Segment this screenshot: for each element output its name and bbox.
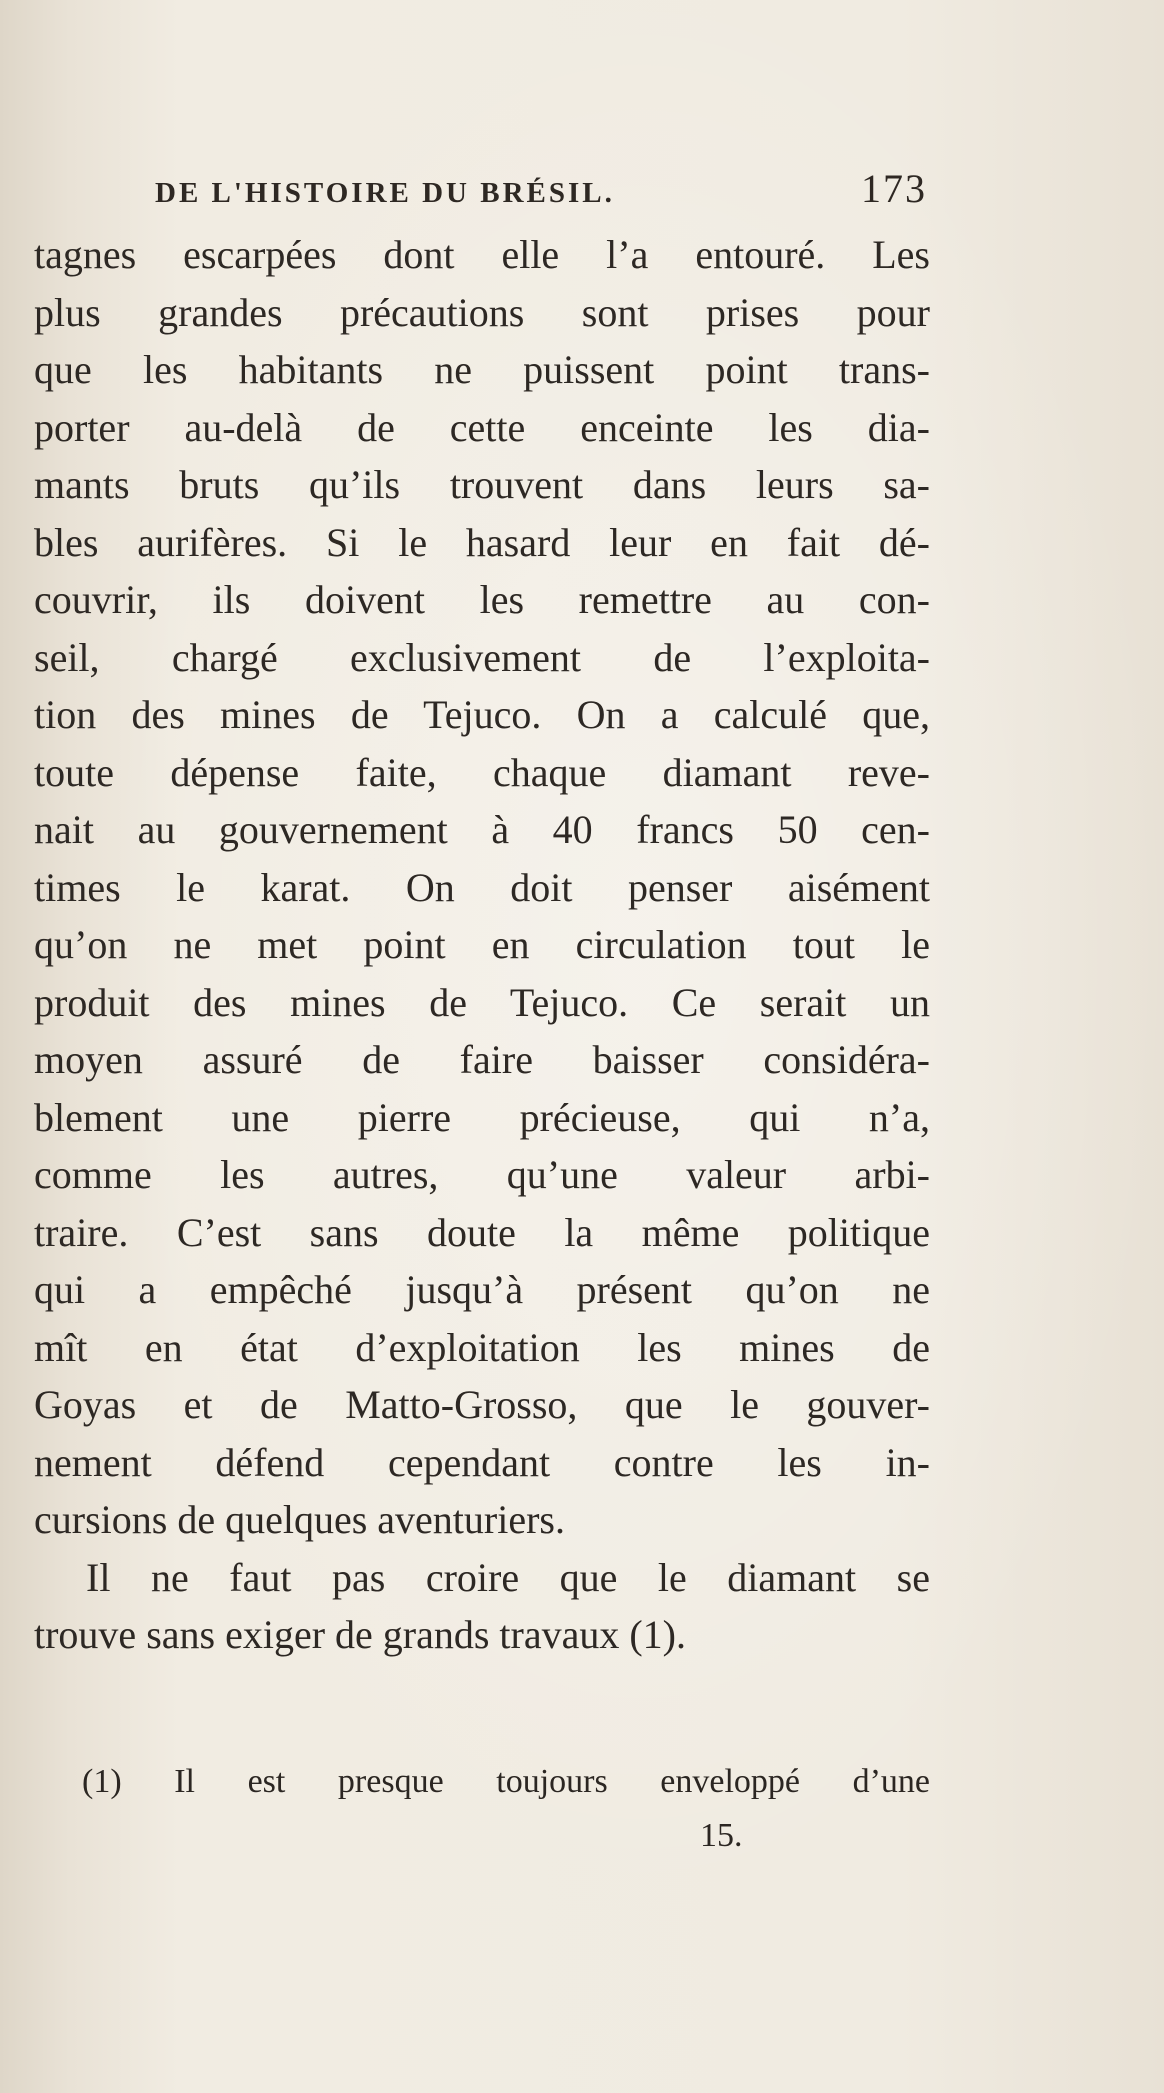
text-line: porter au-delà de cette enceinte les dia-: [34, 404, 930, 450]
text-line: nait au gouvernement à 40 francs 50 cen-: [34, 807, 930, 852]
page-header: [155, 165, 927, 225]
text-line: tion des mines de Tejuco. On a calculé que,: [34, 692, 930, 737]
text-line: qui a empêché jusqu’à présent qu’on ne: [34, 1267, 930, 1312]
text-line: toute dépense faite, chaque diamant reve-: [34, 749, 930, 795]
text-line: bles aurifères. Si le hasard leur en fait dé-: [34, 519, 930, 565]
running-title: DE L'HISTOIRE DU BRÉSIL.: [155, 177, 615, 209]
text-line: Goyas et de Matto-Grosso, que le gouver-: [34, 1382, 930, 1427]
text-line: moyen assuré de faire baisser considéra-: [34, 1037, 930, 1082]
text-line: nement défend cependant contre les in-: [34, 1439, 930, 1485]
text-line: mît en état d’exploitation les mines de: [34, 1324, 930, 1370]
text-line: cursions de quelques aventuriers.: [34, 1497, 565, 1542]
text-line: qu’on ne met point en circulation tout le: [34, 922, 930, 967]
text-line: seil, chargé exclusivement de l’exploita-: [34, 634, 930, 680]
text-line: comme les autres, qu’une valeur arbi-: [34, 1152, 930, 1197]
text-line: trouve sans exiger de grands travaux (1).: [34, 1612, 686, 1657]
text-line: plus grandes précautions sont prises pour: [34, 289, 930, 335]
text-line: que les habitants ne puissent point trans-: [34, 347, 930, 392]
text-line: blement une pierre précieuse, qui n’a,: [34, 1094, 930, 1140]
text-line: produit des mines de Tejuco. Ce serait un: [34, 979, 930, 1025]
paragraph-start-line: Il ne faut pas croire que le diamant se: [86, 1554, 930, 1600]
text-line: tagnes escarpées dont elle l’a entouré. Les: [34, 232, 930, 277]
text-line: couvrir, ils doivent les remettre au con-: [34, 577, 930, 622]
body-text: [34, 226, 930, 1664]
signature-mark: 15.: [700, 1817, 743, 1854]
text-line: times le karat. On doit penser aisément: [34, 864, 930, 910]
page-number: 173: [861, 166, 927, 211]
text-line: traire. C’est sans doute la même politique: [34, 1209, 930, 1255]
footnote: (1) Il est presque toujours enveloppé d’une: [82, 1763, 930, 1800]
text-line: mants bruts qu’ils trouvent dans leurs sa-: [34, 462, 930, 507]
